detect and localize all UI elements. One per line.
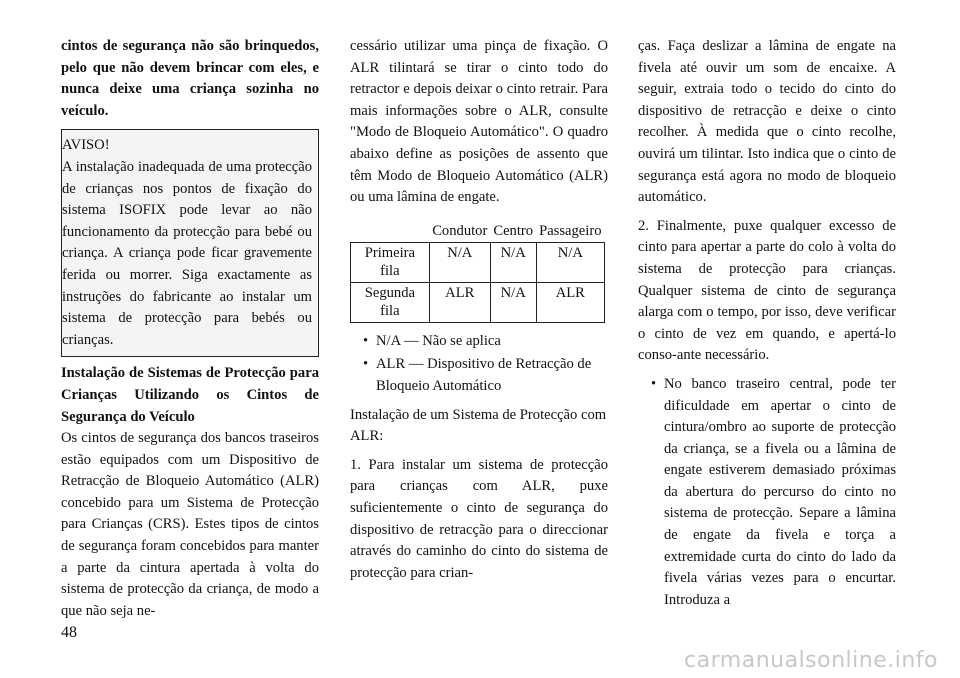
warning-box: [61, 129, 319, 357]
column-middle: [350, 36, 608, 591]
table-cell: N/A: [490, 242, 536, 282]
section-heading: Instalação de Sistemas de Protecção para Crianças Utilizando os Cintos de Segurança do Veículo: [61, 365, 319, 425]
list-item: • No banco traseiro central, pode ter dificuldade em apertar o cinto de cintura/ombro ao suporte de protecção da criança, se a fivela ou a lâmina de engate estiverem demasiado próximas da abertura do percurso do cinto no sistema de protecção. Separe a lâmina de engate da fivela e torça a extremidade curta do cinto do lado da fivela várias vezes para o encurtar. Introduza a: [651, 375, 896, 608]
bullet-icon: •: [363, 332, 369, 349]
tips-list: [638, 374, 896, 612]
alr-paragraph: cessário utilizar uma pinça de fixação. O ALR tilintará se tirar o cinto todo do retractor e depois deixar o cinto retrair. Para mais informações sobre o ALR, consulte "Modo de Bloqueio Automático". O quadro abaixo define as posições de assento que têm Modo de Bloqueio Automático (ALR) ou uma lâmina de engate.: [350, 38, 608, 206]
bullet-icon: •: [651, 375, 657, 392]
table-header-row: [351, 221, 605, 243]
table-cell: ALR: [536, 282, 604, 322]
bullet-icon: •: [363, 356, 369, 373]
intro-warning-text: cintos de segurança não são brinquedos, pelo que não devem brincar com eles, e nunca deixe uma criança sozinha no veículo.: [61, 38, 319, 119]
column-right: [638, 36, 896, 618]
step-1-continued: ças. Faça deslizar a lâmina de engate na fivela até ouvir um som de encaixe. A seguir, extraia todo o tecido do cinto do dispositivo de retracção e deixe o cinto recolher. À medida que o cinto recolhe, ouvirá um tilintar. Isto indica que o cinto de segurança está agora no modo de bloqueio automático.: [638, 38, 896, 206]
section-paragraph: Os cintos de segurança dos bancos traseiros estão equipados com um Dispositivo de Retracção de Bloqueio Automático (ALR) concebido para um Sistema de Protecção para Crianças (CRS). Estes tipos de cintos de segurança foram concebidos para manter a parte da cintura apertada à volta do sistema de protecção da criança, de modo a que não seja ne-: [61, 430, 319, 619]
table-header-cell: [351, 221, 430, 243]
watermark: carmanualsonline.info: [684, 648, 938, 673]
table-row: [351, 282, 605, 322]
list-item: • N/A — Não se aplica: [350, 331, 608, 353]
table-cell: ALR: [429, 282, 490, 322]
list-item: • ALR — Dispositivo de Retracção de Bloqueio Automático: [363, 356, 592, 394]
table-cell: N/A: [490, 282, 536, 322]
table-header-cell: Passageiro: [536, 221, 604, 243]
table-cell: N/A: [429, 242, 490, 282]
table-header-cell: Condutor: [429, 221, 490, 243]
table-cell: Primeira fila: [351, 242, 430, 282]
warning-title: AVISO!: [62, 137, 110, 154]
step-1-text: 1. Para instalar um sistema de protecção para crianças com ALR, puxe suficientemente o cinto de segurança do dispositivo de retracção para o direccionar através do caminho do cinto do sistema de protecção para crian-: [350, 456, 608, 581]
table-header-cell: Centro: [490, 221, 536, 243]
table-cell: N/A: [536, 242, 604, 282]
legend-list: [350, 331, 608, 398]
table-cell: Segunda fila: [351, 282, 430, 322]
step-2-text: 2. Finalmente, puxe qualquer excesso de cinto para apertar a parte do colo à volta do sistema de protecção para crianças. Qualquer sistema de cinto de segurança alarga com o tempo, por isso, deve verificar o cinto de vez em quando, e apertá-lo conso-ante necessário.: [638, 217, 896, 364]
page-number: 48: [61, 624, 77, 641]
table-row: [351, 242, 605, 282]
column-left: [61, 36, 319, 629]
install-heading-text: Instalação de um Sistema de Protecção com ALR:: [350, 406, 607, 445]
warning-text: A instalação inadequada de uma protecção de crianças nos pontos de fixação do sistema ISOFIX pode levar ao não funcionamento da protecção para bebé ou criança. A criança pode ficar gravemente ferida ou morrer. Siga exactamente as instruções do fabricante ao instalar um sistema de protecção para bebés ou crianças.: [62, 158, 312, 348]
seating-positions-table: [350, 221, 605, 323]
